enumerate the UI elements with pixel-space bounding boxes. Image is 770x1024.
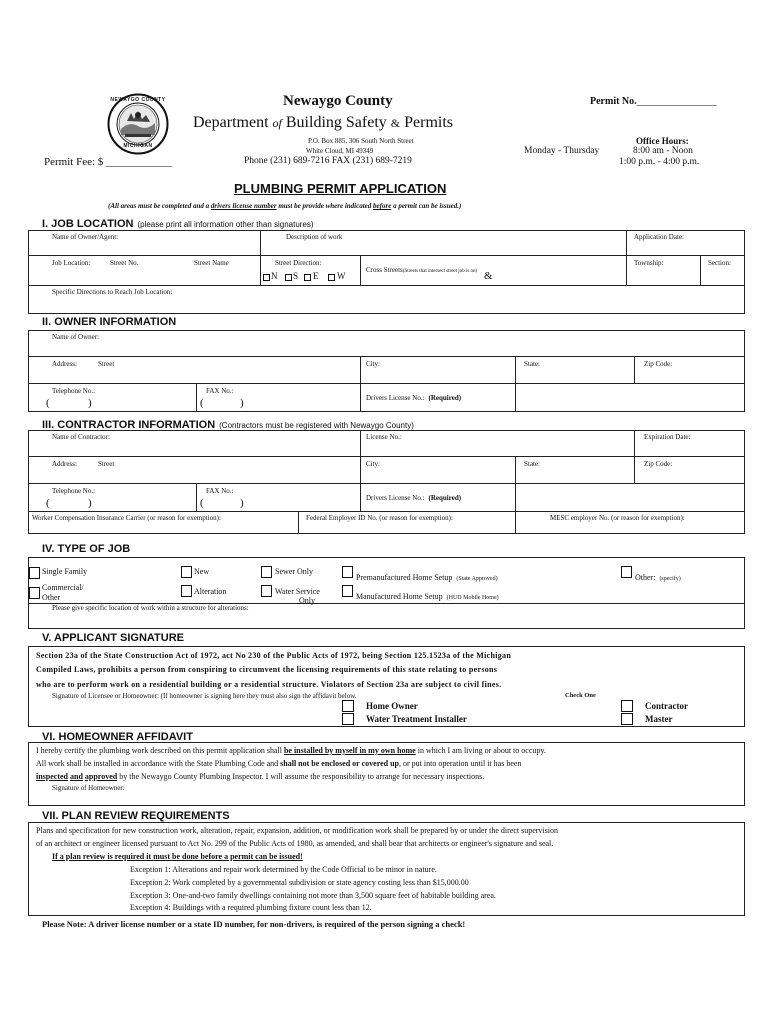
directions-field[interactable]: Specific Directions to Reach Job Location:: [52, 288, 173, 296]
address-line: P.O. Box 885, 306 South North Street: [308, 137, 414, 145]
section-2-title: II. OWNER INFORMATION: [42, 316, 177, 328]
street-direction-label: Street Direction:: [275, 259, 322, 267]
seal-ring-text: NEWAYGO COUNTY: [110, 97, 166, 103]
section-3-title: III. CONTRACTOR INFORMATION (Contractors must be registered with Newaygo County): [42, 419, 414, 431]
workers-comp-field[interactable]: Worker Compensation Insurance Carrier (or reason for exemption):: [32, 514, 221, 522]
owner-street-field[interactable]: Street: [98, 360, 115, 368]
new-label: New: [194, 567, 210, 576]
water-treatment-checkbox[interactable]: [342, 713, 354, 725]
direction-e-label: E: [313, 271, 319, 281]
description-field[interactable]: Description of work: [286, 233, 343, 241]
owner-city-field[interactable]: City:: [366, 360, 381, 368]
owner-fax-field[interactable]: FAX No.:: [206, 387, 234, 395]
phone-line: Phone (231) 689-7216 FAX (231) 689-7219: [244, 156, 412, 166]
section-4-title: IV. TYPE OF JOB: [42, 543, 131, 555]
owner-fax-close: ): [240, 397, 244, 409]
contractor-name-field[interactable]: Name of Contractor:: [52, 433, 110, 441]
water-service-label-2: Only: [299, 596, 315, 605]
legal-text-3: who are to perform work on a residential building or a residential structure. Violators of Section 23a are subject to civil fines.: [36, 680, 502, 689]
county-name: Newaygo County: [283, 93, 393, 109]
affidavit-line-2: All work shall be installed in accordance with the State Plumbing Code and shall not be enclosed or covered up, or put into operation until it has been: [36, 759, 522, 768]
commercial-checkbox[interactable]: [29, 587, 40, 599]
legal-text-1: Section 23a of the State Construction Act of 1972, act No 230 of the Public Acts of 1972, being Section 125.1523a of the Michigan: [36, 651, 512, 660]
manufactured-checkbox[interactable]: [342, 585, 353, 597]
department-title: Department of Building Safety & Permits: [193, 114, 453, 131]
section-7-title: VII. PLAN REVIEW REQUIREMENTS: [42, 810, 230, 822]
exception-3: Exception 3: One-and-two family dwellings containing not more than 3,500 square feet of habitable building area.: [130, 891, 496, 900]
master-label: Master: [645, 714, 673, 724]
contractor-fax-close: ): [240, 497, 244, 509]
homeowner-signature-field[interactable]: Signature of Homeowner:: [52, 784, 125, 792]
alteration-checkbox[interactable]: [181, 585, 192, 597]
direction-s-checkbox[interactable]: [285, 274, 292, 281]
other-label: Other: (specify): [635, 573, 681, 582]
contractor-fax-open: (: [200, 497, 204, 509]
single-family-checkbox[interactable]: [29, 567, 40, 579]
job-location-label: Job Location:: [52, 259, 91, 267]
applicant-signature-field[interactable]: Signature of Licensee or Homeowner: (If homeowner is signing here they must also sign the affidavit below.: [52, 692, 357, 700]
owner-state-field[interactable]: State:: [524, 360, 540, 368]
permit-fee: Permit Fee: $ ____________: [44, 156, 173, 168]
contractor-checkbox[interactable]: [621, 700, 633, 712]
cross-streets-amp: &: [484, 270, 493, 282]
direction-w-label: W: [337, 271, 346, 281]
other-checkbox[interactable]: [621, 566, 632, 578]
contractor-phone-close: ): [88, 497, 92, 509]
commercial-label-2: Other: [42, 593, 61, 602]
contractor-phone-open: (: [46, 497, 50, 509]
affidavit-line-1: I hereby certify the plumbing work described on this permit application shall be installed by myself in my own home in which I am living or about to occupy.: [36, 746, 546, 755]
direction-w-checkbox[interactable]: [328, 274, 335, 281]
contractor-license-field[interactable]: License No.:: [366, 433, 402, 441]
contractor-fax-field[interactable]: FAX No.:: [206, 487, 234, 495]
master-checkbox[interactable]: [621, 713, 633, 725]
affidavit-line-3: inspected and approved by the Newaygo County Plumbing Inspector. I will assume the responsibility to arrange for necessary inspections.: [36, 772, 485, 781]
commercial-label: Commercial/: [42, 583, 84, 592]
form-title: PLUMBING PERMIT APPLICATION: [234, 181, 447, 196]
check-one-label: Check One: [565, 692, 596, 699]
section-field[interactable]: Section:: [708, 259, 731, 267]
premanufactured-checkbox[interactable]: [342, 566, 353, 578]
section-5-title: V. APPLICANT SIGNATURE: [42, 632, 184, 644]
street-no-field[interactable]: Street No.: [110, 259, 139, 267]
federal-id-field[interactable]: Federal Employer ID No. (or reason for exemption):: [306, 514, 453, 522]
owner-name-field[interactable]: Name of Owner:: [52, 333, 100, 341]
contractor-expiration-field[interactable]: Expiration Date:: [644, 433, 691, 441]
plan-review-required-note: If a plan review is required it must be done before a permit can be issued!: [52, 852, 303, 861]
direction-n-checkbox[interactable]: [263, 274, 270, 281]
contractor-zip-field[interactable]: Zip Code:: [644, 460, 673, 468]
contractor-street-field[interactable]: Street: [98, 460, 115, 468]
application-date-field[interactable]: Application Date:: [634, 233, 684, 241]
new-checkbox[interactable]: [181, 566, 192, 578]
exception-4: Exception 4: Buildings with a required plumbing fixture count less than 12.: [130, 903, 372, 912]
contractor-label: Contractor: [645, 701, 688, 711]
owner-agent-field[interactable]: Name of Owner/Agent:: [52, 233, 119, 241]
permit-no-label: Permit No.________________: [590, 96, 717, 107]
plan-review-line-1: Plans and specification for new construction work, alteration, repair, expansion, addition, or modification work shall be prepared by or under the direct supervision: [36, 826, 558, 835]
alteration-label: Alteration: [194, 587, 227, 596]
contractor-state-field[interactable]: State:: [524, 460, 540, 468]
direction-e-checkbox[interactable]: [304, 274, 311, 281]
water-service-label: Water Service: [275, 587, 320, 596]
section-6-title: VI. HOMEOWNER AFFIDAVIT: [42, 731, 193, 743]
single-family-label: Single Family: [42, 567, 88, 576]
home-owner-checkbox[interactable]: [342, 700, 354, 712]
cross-streets-field[interactable]: Cross Streets(Streets that intersect street job is on): [366, 266, 478, 274]
owner-telephone-field[interactable]: Telephone No.:: [52, 387, 96, 395]
plan-review-line-2: of an architect or engineer licensed pursuant to Act No. 299 of the Public Acts of 1980, as amended, and shall bear that architects or engineer's signature and seal.: [36, 839, 554, 848]
premanufactured-label: Premanufactured Home Setup (State Approved): [356, 573, 498, 582]
water-treatment-label: Water Treatment Installer: [366, 714, 467, 724]
seal-bottom-text: MICHIGAN: [123, 143, 153, 149]
exception-1: Exception 1: Alterations and repair work determined by the Code Official to be minor in nature.: [130, 865, 437, 874]
office-hours-label: Office Hours:: [636, 136, 689, 146]
owner-zip-field[interactable]: Zip Code:: [644, 360, 673, 368]
contractor-address-label: Address:: [52, 460, 77, 468]
legal-text-2: Compiled Laws, prohibits a person from conspiring to circumvent the licensing requirements of this state relating to persons: [36, 665, 498, 674]
township-field[interactable]: Township:: [634, 259, 664, 267]
office-hours-pm: 1:00 p.m. - 4:00 p.m.: [619, 157, 700, 167]
section-1-title: I. JOB LOCATION (please print all information other than signatures): [42, 218, 314, 230]
owner-address-label: Address:: [52, 360, 77, 368]
contractor-city-field[interactable]: City:: [366, 460, 381, 468]
mesc-field[interactable]: MESC employer No. (or reason for exemption):: [550, 514, 685, 522]
manufactured-label: Manufactured Home Setup (HUD Mobile Home): [356, 592, 499, 601]
office-hours-am: 8:00 am - Noon: [633, 146, 693, 156]
owner-dl-field[interactable]: Drivers License No.: (Required): [366, 394, 462, 402]
sewer-only-label: Sewer Only: [275, 567, 313, 576]
specific-location-field[interactable]: Please give specific location of work within a structure for alterations:: [52, 604, 249, 612]
sewer-only-checkbox[interactable]: [261, 566, 272, 578]
exception-2: Exception 2: Work completed by a governmental subdivision or state agency costing less than $15,000.00: [130, 878, 469, 887]
city-line: White Cloud, MI 49349: [306, 147, 374, 155]
direction-s-label: S: [293, 271, 299, 281]
contractor-telephone-field[interactable]: Telephone No.:: [52, 487, 96, 495]
form-instruction: (All areas must be completed and a drivers license number must be provide where indicated before a permit can be issued.): [108, 202, 462, 210]
water-service-checkbox[interactable]: [261, 585, 272, 597]
contractor-dl-field[interactable]: Drivers License No.: (Required): [366, 494, 462, 502]
owner-phone-open: (: [46, 397, 50, 409]
owner-fax-open: (: [200, 397, 204, 409]
driver-license-note: Please Note: A driver license number or a state ID number, for non-drivers, is required of the person signing a check!: [42, 919, 466, 929]
direction-n-label: N: [271, 271, 278, 281]
office-days: Monday - Thursday: [524, 146, 600, 156]
street-name-field[interactable]: Street Name: [194, 259, 229, 267]
home-owner-label: Home Owner: [366, 701, 418, 711]
owner-phone-close: ): [88, 397, 92, 409]
